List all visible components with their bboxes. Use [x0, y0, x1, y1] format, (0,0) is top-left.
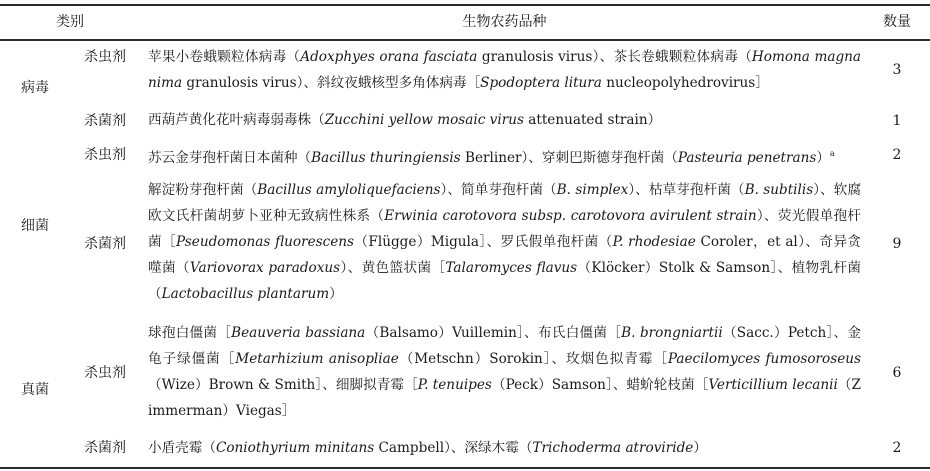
product-text: ） [816, 150, 830, 166]
header-product: 生物农药品种 [462, 14, 547, 30]
product-text: Coroler，et al）、奇异贪噬菌（ [148, 234, 861, 276]
product-text: ）、荧光假单孢杆菌［ [148, 208, 861, 250]
species-name: Verticillium lecanii [708, 377, 838, 393]
species-name: Homona magnanima [148, 49, 862, 91]
species-name: Metarhizium anisopliae [235, 351, 399, 367]
header-category: 类别 [56, 14, 84, 30]
footnote-marker: a [829, 149, 835, 158]
product-text: （Sacc.）Petch］、金龟子绿僵菌［ [148, 325, 861, 367]
product-text: 苏云金芽孢杆菌日本菌种（ [148, 150, 312, 166]
species-name: Zucchini yellow mosaic virus [324, 112, 524, 128]
category-fungi: 真菌 [21, 382, 49, 398]
product-text: 苹果小卷蛾颗粒体病毒（ [148, 49, 301, 65]
product-text: （Klöcker）Stolk & Samson］、植物乳杆菌（ [148, 260, 862, 302]
species-name: P. tenuipes [417, 377, 492, 393]
count-cell: 9 [892, 236, 902, 252]
product-text: 小盾壳霉（ [148, 440, 216, 456]
species-name: Spodoptera litura [480, 75, 602, 91]
product-text: 解淀粉芽孢杆菌（ [148, 182, 258, 198]
product-cell [148, 107, 861, 133]
product-text: （Peck）Samson］、蜡蚧轮枝菌［ [491, 377, 709, 393]
header-count: 数量 [883, 14, 911, 30]
species-name: B. brongniartii [621, 325, 723, 341]
product-text: ） [329, 286, 343, 302]
product-text: Berliner）、穿刺巴斯德芽孢杆菌（ [460, 150, 678, 166]
count-cell: 2 [892, 147, 902, 163]
product-text: nucleopolyhedrovirus］ [601, 75, 769, 91]
product-text: ） [693, 440, 707, 456]
species-name: Pasteuria penetrans [677, 150, 817, 166]
subtype-fungicide-fungi: 杀菌剂 [84, 440, 126, 456]
product-text: ）、黄色篮状菌［ [340, 260, 446, 276]
species-name: Bacillus amyloliquefaciens [257, 182, 441, 198]
species-name: Talaromyces flavus [445, 260, 578, 276]
product-text: ）、软腐欧文氏杆菌胡萝卜亚种无致病性株系（ [148, 182, 862, 224]
product-text: （Flügge）Migula］、罗氏假单孢杆菌（ [354, 234, 613, 250]
count-cell: 6 [892, 365, 902, 381]
count-cell: 2 [892, 440, 902, 456]
species-name: Bacillus thuringiensis [311, 150, 461, 166]
species-name: P. rhodesiae [612, 234, 696, 250]
product-cell [148, 141, 861, 171]
product-cell [148, 44, 861, 96]
category-virus: 病毒 [21, 80, 49, 96]
table-header-rule [0, 39, 930, 41]
product-text: Campbell）、深绿木霉（ [374, 440, 533, 456]
species-name: B. simplex [556, 182, 629, 198]
count-cell: 3 [892, 62, 902, 78]
subtype-insecticide-bacteria: 杀虫剂 [84, 147, 126, 163]
product-text: （Metschn）Sorokin］、玫烟色拟青霉［ [398, 351, 668, 367]
product-text: attenuated strain） [523, 112, 662, 128]
species-name: Trichoderma atroviride [532, 440, 694, 456]
product-text: ）、枯草芽孢杆菌（ [628, 182, 745, 198]
product-text: （Balsamo）Vuillemin］、布氏白僵菌［ [365, 325, 622, 341]
subtype-insecticide-virus: 杀虫剂 [84, 49, 126, 65]
species-name: Coniothyrium minitans [215, 440, 375, 456]
species-name: Lactobacillus plantarum [161, 286, 330, 302]
subtype-insecticide-fungi: 杀虫剂 [84, 365, 126, 381]
product-text: 球孢白僵菌［ [148, 325, 232, 341]
subtype-fungicide-bacteria: 杀菌剂 [84, 236, 126, 252]
count-cell: 1 [892, 113, 902, 129]
category-bacteria: 细菌 [21, 218, 49, 234]
product-text: （Wize）Brown & Smith］、细脚拟青霉［ [148, 377, 418, 393]
subtype-fungicide-virus: 杀菌剂 [84, 113, 126, 129]
species-name: Beauveria bassiana [231, 325, 366, 341]
species-name: B. subtilis [744, 182, 814, 198]
product-text: 西葫芦黄化花叶病毒弱毒株（ [148, 112, 325, 128]
product-text: granulosis virus）、斜纹夜蛾核型多角体病毒［ [182, 75, 481, 91]
species-name: Pseudomonas fluorescens [176, 234, 355, 250]
product-text: （Zimmerman）Viegas］ [148, 377, 862, 419]
product-text: granulosis virus）、茶长卷蛾颗粒体病毒（ [477, 49, 752, 65]
product-cell [148, 435, 861, 461]
species-name: Variovorax paradoxus [189, 260, 341, 276]
table-top-rule [0, 4, 930, 6]
species-name: Adoxphyes orana fasciata [300, 49, 478, 65]
table-bottom-rule [0, 467, 930, 469]
product-cell [148, 177, 861, 307]
species-name: Erwinia carotovora subsp. carotovora avirulent strain [384, 208, 757, 224]
product-cell [148, 320, 861, 424]
product-text: ）、简单芽孢杆菌（ [440, 182, 557, 198]
species-name: Paecilomyces fumosoroseus [667, 351, 861, 367]
